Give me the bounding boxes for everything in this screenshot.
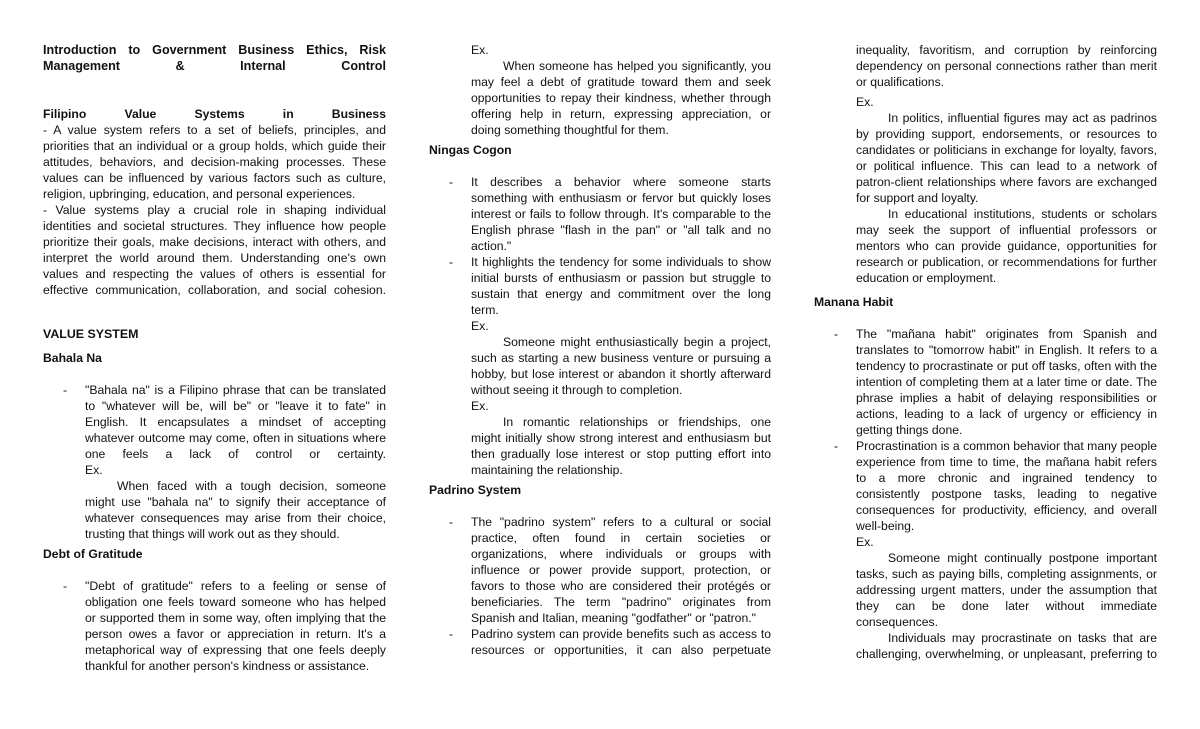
bullet-text: Procrastination is a common behavior that many people experience from time to time, the mañana habit refers to a more chronic and ingrained tendency to consistently postpone tasks, leading to negative consequences for productivity, efficiency, and overall well-being. [856, 439, 1157, 533]
subheading-ningas-cogon: Ningas Cogon [429, 143, 512, 157]
bullet-text: Padrino system can provide benefits such as access to resources or opportunities, it can also perpetuate [471, 627, 771, 657]
column-1 [43, 42, 386, 674]
bullet-dash: - [834, 439, 839, 453]
example-label: Ex. [471, 399, 489, 413]
column-2 [429, 42, 771, 658]
subheading-padrino-system: Padrino System [429, 483, 522, 497]
list-item [429, 254, 771, 478]
subheading-manana-habit: Manana Habit [814, 295, 894, 309]
paragraph: - A value system refers to a set of beliefs, principles, and priorities that an individual or a group holds, which guide their attitudes, behaviors, and decision-making processes. These values can be influenced by various factors such as culture, religion, upbringing, education, and personal experiences. [43, 123, 386, 201]
example-text: When faced with a tough decision, someone might use "bahala na" to signify their acceptance of whatever consequences may arise from their choice, trusting that things will work out as they should. [85, 479, 386, 541]
bullet-text: The "padrino system" refers to a cultural or social practice, often found in certain societies or organizations, where individuals or groups with influence or power provide support, protection, or favors to those who are considered their protégés or beneficiaries. The term "padrino" originates from Spanish and Italian, meaning "godfather" or "patron." [471, 515, 771, 625]
bullet-dash: - [63, 383, 68, 397]
bullet-dash: - [834, 327, 839, 341]
section-heading-value-system: VALUE SYSTEM [43, 327, 139, 341]
bullet-dash: - [449, 627, 454, 641]
example-label: Ex. [471, 319, 489, 333]
paragraph: - Value systems play a crucial role in shaping individual identities and societal structures. They influence how people prioritize their goals, make decisions, interact with others, and interpret the world around them. Understanding one's own values and respecting the values of others is essential for effective communication, collaboration, and social cohesion. [43, 203, 386, 297]
bullet-text: "Debt of gratitude" refers to a feeling or sense of obligation one feels toward someone who has helped or supported them in some way, often implying that the person owes a favor or appreciation in return. It's a metaphorical way of expressing that one feels deeply thankful for another person's kindness or assistance. [85, 579, 386, 673]
bullet-text: It describes a behavior where someone starts something with enthusiasm or fervor but quickly loses interest or fails to follow through. It's comparable to the English phrase "flash in the pan" or "all talk and no action." [471, 175, 771, 253]
subheading-debt-of-gratitude: Debt of Gratitude [43, 547, 143, 561]
subheading-bahala-na: Bahala Na [43, 351, 102, 365]
section-heading-filipino-value-systems: Filipino Value Systems in Business [43, 107, 386, 121]
list-item [814, 326, 1157, 438]
doc-title-line-2: Management & Internal Control [43, 59, 386, 73]
bullet-dash: - [63, 579, 68, 593]
bullet-dash: - [449, 515, 454, 529]
example-text: Individuals may procrastinate on tasks that are challenging, overwhelming, or unpleasant, preferring to [856, 631, 1157, 661]
list-item [43, 382, 386, 542]
column-3 [814, 42, 1157, 662]
example-label: Ex. [856, 535, 874, 549]
bullet-text: "Bahala na" is a Filipino phrase that can be translated to "whatever will be, will be" or "leave it to fate" in English. It encapsulates a mindset of accepting whatever outcome may come, often in situations where one feels a lack of control or certainty. [85, 383, 386, 461]
example-text: Someone might enthusiastically begin a project, such as starting a new business venture or pursuing a hobby, but lose interest or abandon it shortly afterward without seeing it through to completion. [471, 335, 771, 397]
bullet-dash: - [449, 175, 454, 189]
list-item [43, 578, 386, 674]
list-item [814, 438, 1157, 662]
continued-text: inequality, favoritism, and corruption by reinforcing dependency on personal connections rather than merit or qualifications. [856, 43, 1157, 89]
list-item [429, 514, 771, 626]
example-label: Ex. [85, 463, 103, 477]
example-label: Ex. [471, 43, 489, 57]
example-text: When someone has helped you significantly, you may feel a debt of gratitude toward them and seek opportunities to repay their kindness, whether through offering help in return, expressing appreciation, or doing something thoughtful for them. [471, 59, 771, 137]
bullet-text: It highlights the tendency for some individuals to show initial bursts of enthusiasm or passion but struggle to sustain that energy and commitment over the long term. [471, 255, 771, 317]
list-item [429, 626, 771, 658]
example-text: Someone might continually postpone important tasks, such as paying bills, completing assignments, or addressing urgent matters, under the assumption that they can be done later without immediate consequences. [856, 551, 1157, 629]
list-item [429, 174, 771, 254]
bullet-text: The "mañana habit" originates from Spanish and translates to "tomorrow habit" in English. It refers to a tendency to procrastinate or put off tasks, often with the intention of completing them at a later time or date. The phrase implies a habit of delaying responsibilities or actions, leading to a lack of urgency or efficiency in getting things done. [856, 327, 1157, 437]
example-text: In romantic relationships or friendships, one might initially show strong interest and enthusiasm but then gradually lose interest or stop putting effort into maintaining the relationship. [471, 415, 771, 477]
bullet-dash: - [449, 255, 454, 269]
example-text: In politics, influential figures may act as padrinos by providing support, endorsements, or resources to candidates or politicians in exchange for loyalty, favors, or political influence. This can lead to a network of patron-client relationships where favors are exchanged for support and loyalty. [856, 111, 1157, 205]
doc-title-line-1: Introduction to Government Business Ethics, Risk [43, 43, 386, 57]
example-text: In educational institutions, students or scholars may seek the support of influential professors or mentors who can provide guidance, opportunities for research or publication, or recommendations for further education or employment. [856, 207, 1157, 285]
example-label: Ex. [856, 95, 874, 109]
